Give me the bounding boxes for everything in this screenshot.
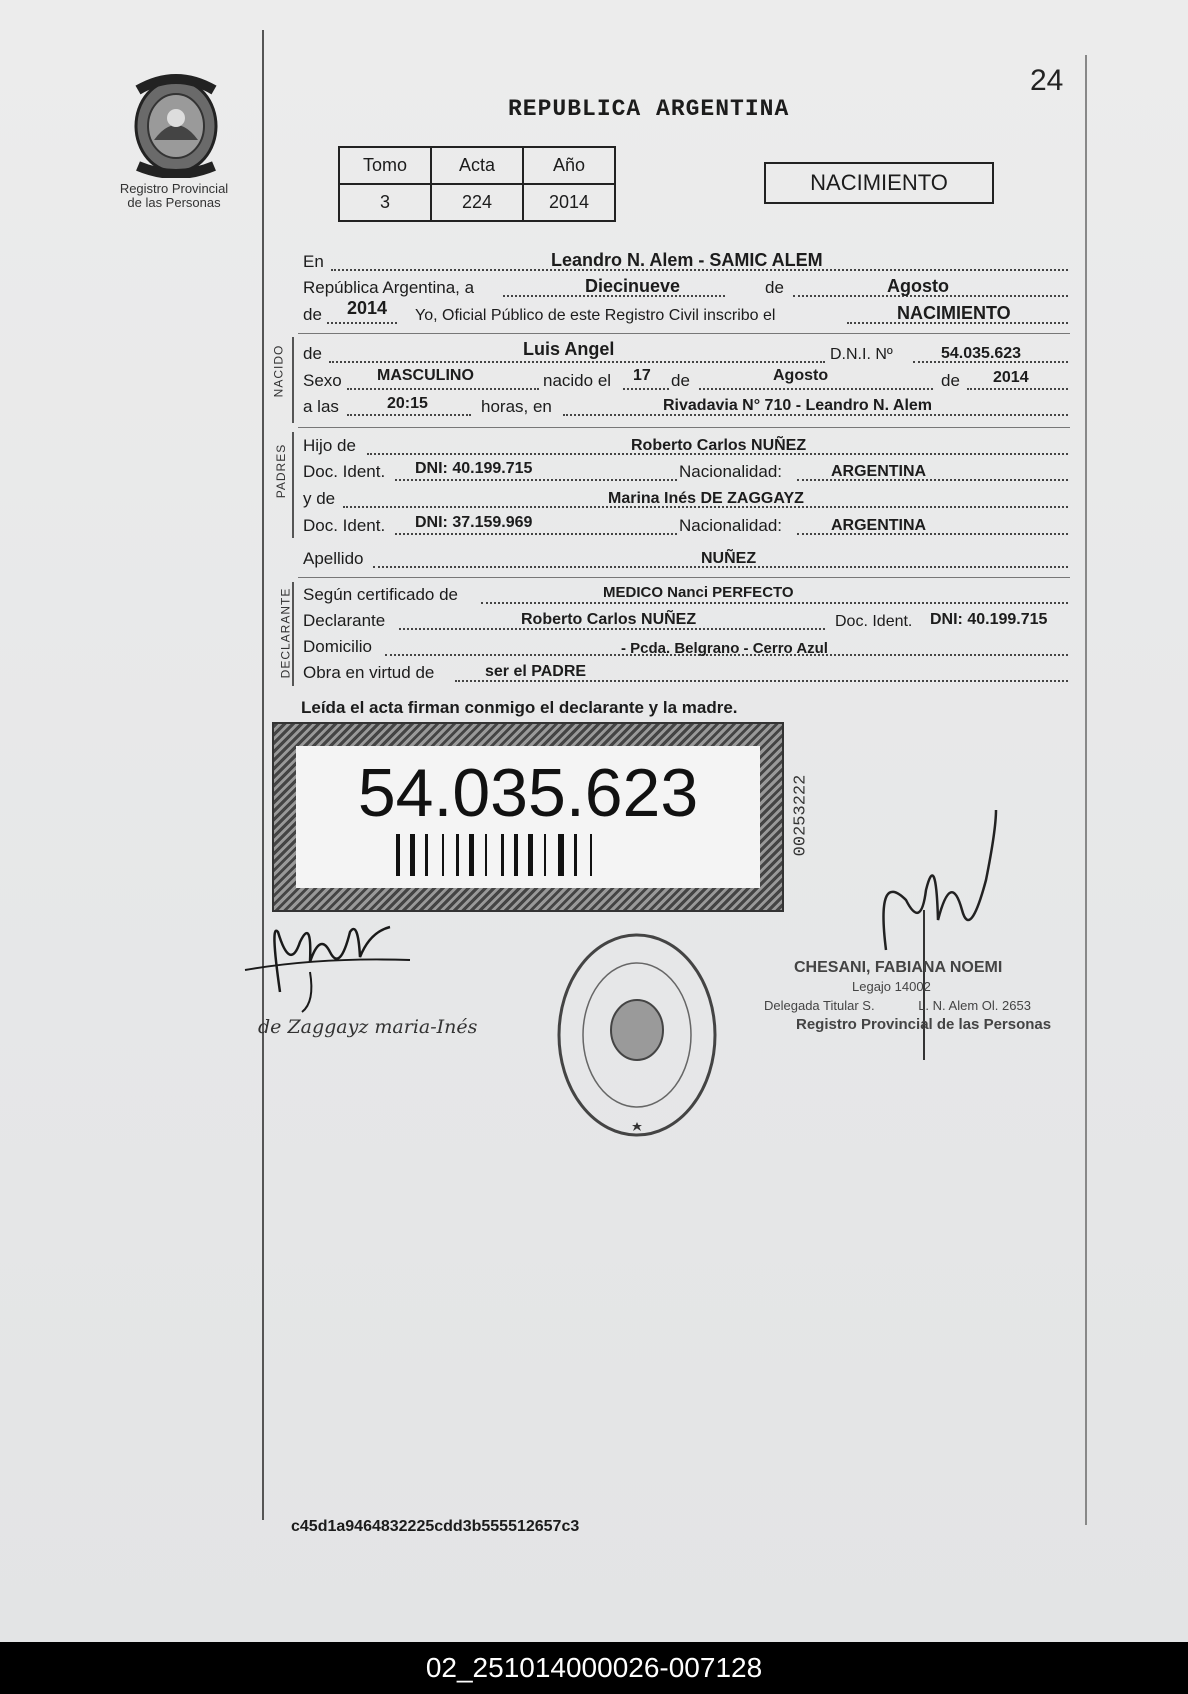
barcode-bar <box>574 834 577 876</box>
dots-nac-dia <box>623 388 669 390</box>
value-dni: 54.035.623 <box>941 345 1022 362</box>
official-legajo: Legajo 14002 <box>852 979 931 994</box>
label-doc-ident-padre: Doc. Ident. <box>303 462 386 481</box>
logo-org-line2: de las Personas <box>127 195 221 210</box>
left-margin-rule <box>262 30 264 1520</box>
label-obra-en-virtud: Obra en virtud de <box>303 663 435 682</box>
label-nacionalidad-padre: Nacionalidad: <box>679 462 783 481</box>
row-madre-doc <box>303 512 1068 538</box>
dots-nac-anio <box>967 388 1068 390</box>
barcode-bar <box>410 834 415 876</box>
barcode-bar <box>514 834 518 876</box>
dots-nac-mes <box>699 388 933 390</box>
official-role: Delegada Titular S. <box>764 998 875 1013</box>
row-declarante <box>303 607 1068 633</box>
barcode-bar <box>558 834 564 876</box>
value-domicilio: - Pcda. Belgrano - Cerro Azul <box>621 640 828 657</box>
dots-nombre <box>329 361 825 363</box>
barcode-bar <box>442 834 444 876</box>
value-madre-nacionalidad: ARGENTINA <box>831 517 927 534</box>
value-padre: Roberto Carlos NUÑEZ <box>631 437 807 454</box>
barcode-bar <box>501 834 504 876</box>
barcode-bar <box>469 834 474 876</box>
row-lugar <box>303 248 1068 274</box>
official-name: CHESANI, FABIANA NOEMI <box>794 959 1003 976</box>
label-nacionalidad-madre: Nacionalidad: <box>679 516 783 535</box>
section-label-padres: PADRES <box>274 443 289 499</box>
logo-org-line1: Registro Provincial <box>119 181 229 196</box>
label-de-nombre: de <box>303 344 322 363</box>
row-sexo <box>303 367 1068 393</box>
value-padre-doc: DNI: 40.199.715 <box>415 460 533 477</box>
row-padre-doc <box>303 458 1068 484</box>
label-dni: D.N.I. Nº <box>830 346 893 363</box>
value-anio: 2014 <box>347 298 388 318</box>
label-a-las: a las <box>303 397 339 416</box>
barcode-bar <box>544 834 546 876</box>
barcode-inner-panel <box>296 746 760 888</box>
value-acto: NACIMIENTO <box>897 303 1011 323</box>
dots-anio <box>327 322 397 324</box>
footer-document-id: 02_251014000026-007128 <box>0 1642 1188 1694</box>
logo-org-name <box>104 182 244 210</box>
row-domicilio <box>303 633 1068 659</box>
row-certificado <box>303 581 1068 607</box>
barcode-bar <box>590 834 592 876</box>
registry-header-acta: Acta <box>431 147 523 184</box>
row-obra <box>303 659 1068 685</box>
dots-hora <box>347 414 471 416</box>
label-yo-oficial: Yo, Oficial Público de este Registro Civil inscribo el <box>415 307 776 324</box>
padres-bracket <box>292 432 294 538</box>
value-hora: 20:15 <box>387 395 428 412</box>
label-de-mes: de <box>671 371 690 390</box>
label-domicilio: Domicilio <box>303 637 372 656</box>
row-fecha <box>303 274 1068 300</box>
value-sexo: MASCULINO <box>377 367 474 384</box>
nacido-bracket <box>292 337 294 423</box>
id-barcode-label <box>272 722 784 912</box>
value-apellido: NUÑEZ <box>701 550 757 567</box>
official-role-row <box>764 996 1064 1015</box>
page-number: 24 <box>1030 64 1064 97</box>
value-declarante: Roberto Carlos NUÑEZ <box>521 611 697 628</box>
right-margin-rule <box>1085 55 1087 1525</box>
label-declarante: Declarante <box>303 611 386 630</box>
label-apellido: Apellido <box>303 549 364 568</box>
registry-value-acta: 224 <box>431 184 523 221</box>
value-nac-mes: Agosto <box>773 367 829 384</box>
label-de2: de <box>303 305 322 324</box>
barcode-bar <box>528 834 533 876</box>
value-nac-dia: 17 <box>633 367 651 384</box>
value-nombre: Luis Angel <box>523 339 615 359</box>
dots-certificado <box>481 602 1068 604</box>
label-republica: República Argentina, a <box>303 278 475 297</box>
label-de-anio: de <box>941 371 960 390</box>
label-y-de: y de <box>303 489 336 508</box>
label-hijo-de: Hijo de <box>303 436 356 455</box>
label-declarante-doc: Doc. Ident. <box>835 613 913 630</box>
value-obra: ser el PADRE <box>485 663 587 680</box>
barcode-bars <box>396 834 696 876</box>
registry-value-tomo: 3 <box>339 184 431 221</box>
row-hora <box>303 393 1068 419</box>
row-apellido <box>303 545 1068 571</box>
registry-table <box>338 146 616 222</box>
section-divider-1 <box>298 333 1070 334</box>
dots-madre-doc <box>395 533 677 535</box>
barcode-bar <box>425 834 428 876</box>
value-padre-nacionalidad: ARGENTINA <box>831 463 927 480</box>
barcode-side-code: 00253222 <box>791 774 811 857</box>
registry-header-anio: Año <box>523 147 615 184</box>
row-inscripcion <box>303 298 1068 327</box>
document-title: REPUBLICA ARGENTINA <box>508 96 790 122</box>
section-label-nacido: NACIDO <box>271 344 286 398</box>
label-segun-certificado: Según certificado de <box>303 585 458 604</box>
value-lugar-nac: Rivadavia N° 710 - Leandro N. Alem <box>663 397 933 414</box>
registry-value-anio: 2014 <box>523 184 615 221</box>
row-madre <box>303 485 1068 511</box>
barcode-bar <box>456 834 459 876</box>
dots-padre-doc <box>395 479 677 481</box>
barcode-bar <box>485 834 487 876</box>
barcode-number: 54.035.623 <box>357 755 699 831</box>
value-dia: Diecinueve <box>585 276 681 296</box>
dots-sexo <box>347 388 539 390</box>
label-sexo: Sexo <box>303 371 342 390</box>
label-horas-en: horas, en <box>481 397 552 416</box>
section-divider-2 <box>298 427 1070 428</box>
official-org: Registro Provincial de las Personas <box>796 1016 1052 1033</box>
row-nombre <box>303 340 1068 366</box>
value-mes: Agosto <box>887 276 949 296</box>
mother-signature-caption: de Zaggayz maria-Inés <box>258 1016 478 1038</box>
document-hash: c45d1a9464832225cdd3b555512657c3 <box>291 1518 580 1535</box>
section-divider-3 <box>298 577 1070 578</box>
value-madre: Marina Inés DE ZAGGAYZ <box>608 490 804 507</box>
registry-header-tomo: Tomo <box>339 147 431 184</box>
act-type-box: NACIMIENTO <box>764 162 994 204</box>
value-lugar: Leandro N. Alem - SAMIC ALEM <box>551 250 823 270</box>
province-crest-logo <box>124 70 228 178</box>
label-nacido-el: nacido el <box>543 371 612 390</box>
value-declarante-doc: DNI: 40.199.715 <box>930 611 1048 628</box>
value-madre-doc: DNI: 37.159.969 <box>415 514 533 531</box>
row-padre <box>303 432 1068 458</box>
label-de1: de <box>765 278 784 297</box>
section-label-declarante: DECLARANTE <box>278 587 293 679</box>
value-nac-anio: 2014 <box>993 369 1029 386</box>
registry-table-value-row <box>339 184 615 221</box>
barcode-bar <box>396 834 400 876</box>
label-doc-ident-madre: Doc. Ident. <box>303 516 386 535</box>
value-certificado: MEDICO Nanci PERFECTO <box>603 584 794 601</box>
label-en: En <box>303 252 324 271</box>
registry-table-header-row <box>339 147 615 184</box>
official-office: L. N. Alem Ol. 2653 <box>918 998 1031 1013</box>
official-stamp-text <box>764 958 1064 1034</box>
mother-signature <box>240 912 420 1022</box>
closing-statement: Leída el acta firman conmigo el declarante y la madre. <box>301 698 738 717</box>
registry-round-seal <box>552 930 722 1140</box>
